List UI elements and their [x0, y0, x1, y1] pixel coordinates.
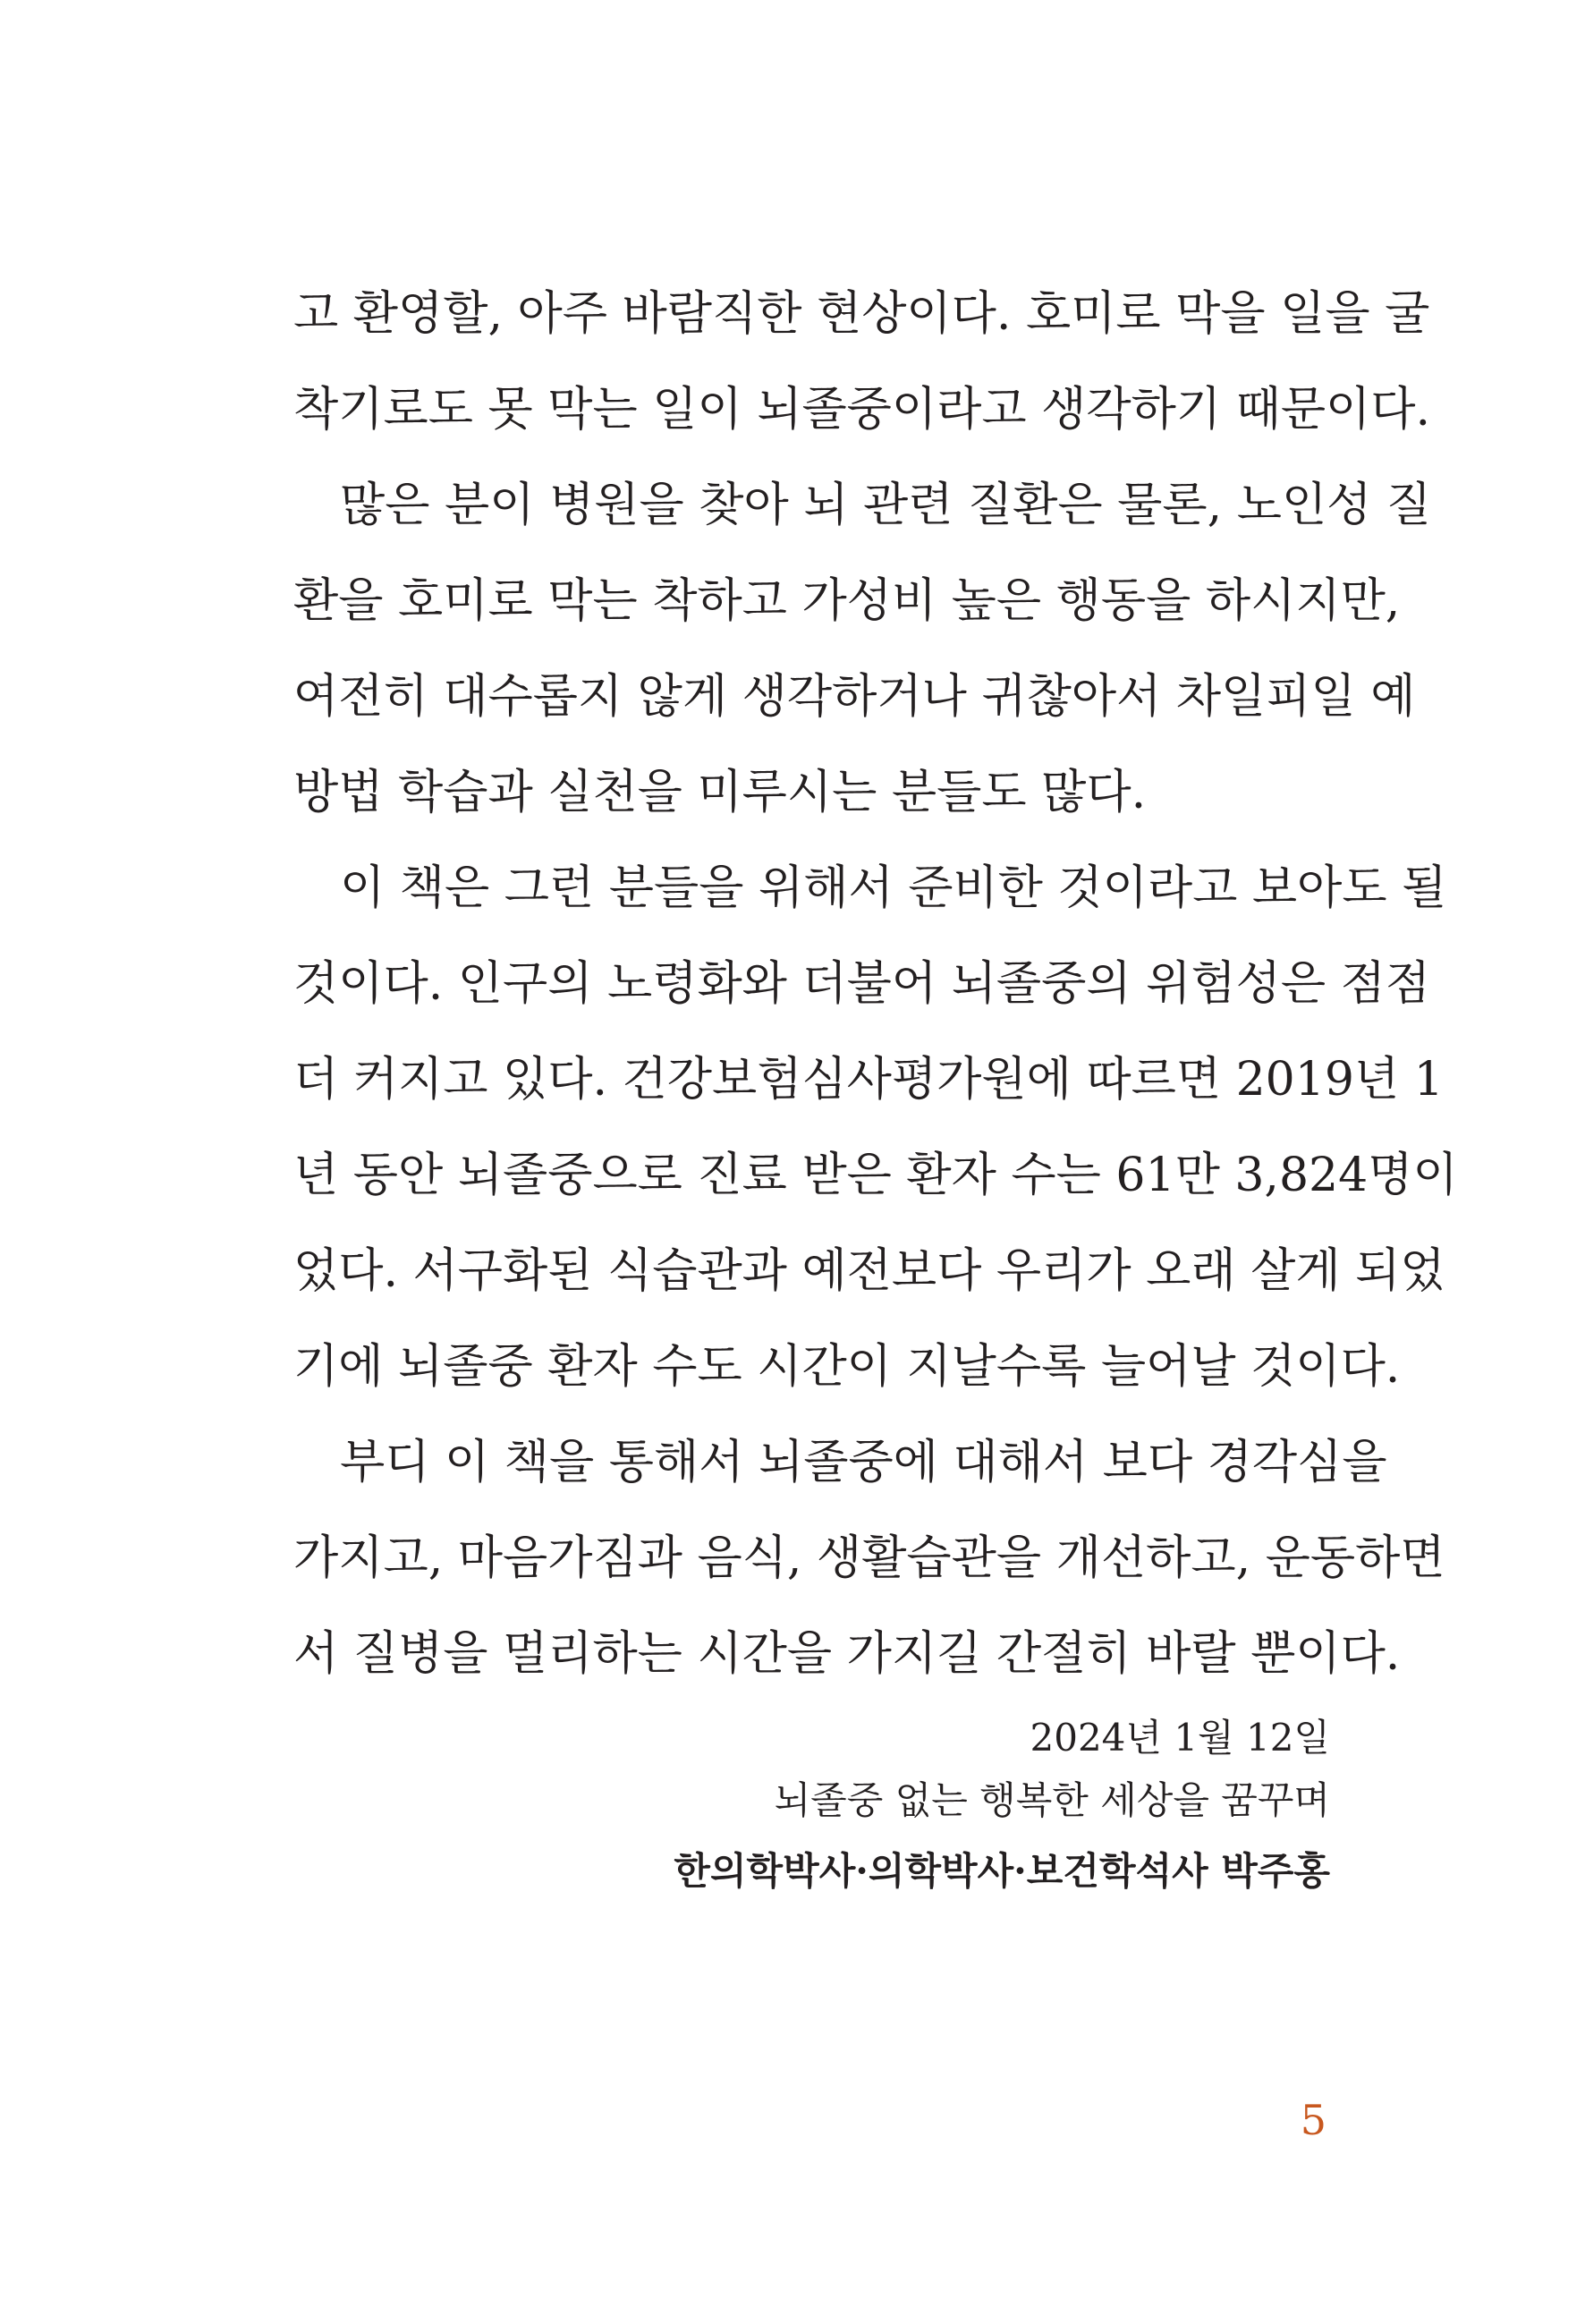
body-line: 부디 이 책을 통해서 뇌졸중에 대해서 보다 경각심을	[340, 1436, 1387, 1489]
body-line: 이 책은 그런 분들을 위해서 준비한 것이라고 보아도 될	[340, 861, 1447, 915]
body-line: 것이다. 인구의 노령화와 더불어 뇌졸중의 위험성은 점점	[293, 957, 1431, 1011]
signature-author: 한의학박사·의학박사·보건학석사 박주홍	[674, 1849, 1330, 1893]
body-line: 서 질병을 멀리하는 시간을 가지길 간절히 바랄 뿐이다.	[293, 1627, 1401, 1681]
body-line: 었다. 서구화된 식습관과 예전보다 우리가 오래 살게 되었	[293, 1244, 1445, 1298]
body-line: 년 동안 뇌졸중으로 진료 받은 환자 수는 61만 3,824명이	[293, 1149, 1458, 1202]
signature-block	[674, 1707, 1330, 1907]
body-line: 더 커지고 있다. 건강보험심사평가원에 따르면 2019년 1	[293, 1053, 1444, 1107]
signature-date: 2024년 1월 12일	[1030, 1716, 1330, 1760]
body-line: 고 환영할, 아주 바람직한 현상이다. 호미로 막을 일을 굴	[293, 287, 1430, 341]
body-line: 가지고, 마음가짐과 음식, 생활습관을 개선하고, 운동하면	[293, 1531, 1445, 1585]
body-line: 방법 학습과 실천을 미루시는 분들도 많다.	[293, 766, 1147, 819]
page-number: 5	[1300, 2096, 1326, 2144]
body-line: 많은 분이 병원을 찾아 뇌 관련 질환은 물론, 노인성 질	[340, 479, 1432, 532]
body-line: 환을 호미로 막는 착하고 가성비 높은 행동을 하시지만,	[293, 574, 1401, 628]
body-text	[293, 267, 1458, 1702]
body-line: 기에 뇌졸중 환자 수도 시간이 지날수록 늘어날 것이다.	[293, 1340, 1401, 1394]
body-line: 착기로도 못 막는 일이 뇌졸중이라고 생각하기 때문이다.	[293, 383, 1431, 437]
signature-motto: 뇌졸중 없는 행복한 세상을 꿈꾸며	[774, 1778, 1330, 1822]
body-line: 여전히 대수롭지 않게 생각하거나 귀찮아서 차일피일 예	[293, 670, 1416, 724]
